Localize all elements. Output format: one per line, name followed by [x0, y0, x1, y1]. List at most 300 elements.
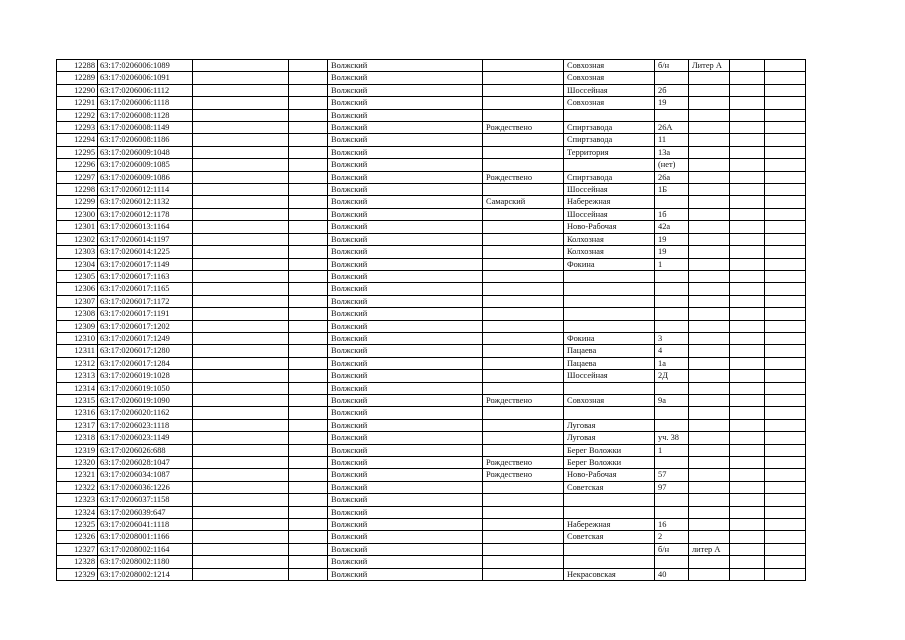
table-row	[57, 84, 806, 96]
cell-street: Набережная	[564, 196, 655, 208]
cell-district: Волжский	[328, 97, 483, 109]
cell-empty	[193, 419, 289, 431]
cell-empty	[193, 246, 289, 258]
cell-empty	[730, 184, 765, 196]
cell-cadastral-number: 63:17:0206034:1087	[98, 469, 193, 481]
cell-empty	[765, 394, 806, 406]
cell-street: Совхозная	[564, 60, 655, 72]
cell-locality: Рождествено	[483, 457, 564, 469]
cell-locality	[483, 308, 564, 320]
cell-empty	[765, 320, 806, 332]
cell-district: Волжский	[328, 122, 483, 134]
cell-record-number: 12309	[57, 320, 98, 332]
cell-empty	[289, 394, 328, 406]
cell-empty	[765, 270, 806, 282]
cell-street: Фокина	[564, 258, 655, 270]
cell-empty	[193, 109, 289, 121]
cell-district: Волжский	[328, 531, 483, 543]
cell-empty	[289, 432, 328, 444]
table-row	[57, 184, 806, 196]
cell-empty	[193, 84, 289, 96]
cell-record-number: 12325	[57, 519, 98, 531]
cell-house: 26а	[655, 171, 689, 183]
cell-empty	[193, 60, 289, 72]
cell-cadastral-number: 63:17:0208002:1164	[98, 543, 193, 555]
cell-locality: Рождествено	[483, 394, 564, 406]
cell-cadastral-number: 63:17:0206012:1178	[98, 208, 193, 220]
cell-extra	[689, 72, 730, 84]
cell-district: Волжский	[328, 258, 483, 270]
cell-extra: Литер А	[689, 60, 730, 72]
cell-street: Луговая	[564, 419, 655, 431]
cell-street: Шоссейная	[564, 184, 655, 196]
table-row	[57, 519, 806, 531]
cell-empty	[193, 97, 289, 109]
cell-empty	[193, 196, 289, 208]
cell-empty	[193, 308, 289, 320]
cell-house: 19	[655, 233, 689, 245]
cell-empty	[765, 457, 806, 469]
cell-extra	[689, 457, 730, 469]
cell-house: 97	[655, 481, 689, 493]
cell-street: Советская	[564, 531, 655, 543]
cell-cadastral-number: 63:17:0206037:1158	[98, 494, 193, 506]
cell-district: Волжский	[328, 72, 483, 84]
cell-street: Совхозная	[564, 394, 655, 406]
cell-empty	[289, 519, 328, 531]
cell-empty	[193, 146, 289, 158]
cell-empty	[289, 481, 328, 493]
cell-district: Волжский	[328, 208, 483, 220]
cell-empty	[289, 357, 328, 369]
register-table	[56, 59, 806, 581]
cell-house: 1	[655, 258, 689, 270]
cell-record-number: 12324	[57, 506, 98, 518]
cell-empty	[730, 196, 765, 208]
cell-empty	[765, 519, 806, 531]
cell-empty	[730, 531, 765, 543]
cell-extra	[689, 208, 730, 220]
cell-house: б/н	[655, 543, 689, 555]
cell-empty	[289, 97, 328, 109]
cell-empty	[730, 382, 765, 394]
cell-extra	[689, 233, 730, 245]
table-row	[57, 72, 806, 84]
cell-extra	[689, 568, 730, 580]
cell-empty	[730, 134, 765, 146]
cell-record-number: 12297	[57, 171, 98, 183]
cell-record-number: 12302	[57, 233, 98, 245]
cell-empty	[193, 208, 289, 220]
cell-house: 1Б	[655, 184, 689, 196]
cell-extra	[689, 494, 730, 506]
cell-locality	[483, 283, 564, 295]
cell-street: Спиртзавода	[564, 171, 655, 183]
cell-extra	[689, 134, 730, 146]
cell-record-number: 12320	[57, 457, 98, 469]
cell-locality	[483, 134, 564, 146]
cell-empty	[765, 382, 806, 394]
cell-record-number: 12298	[57, 184, 98, 196]
cell-cadastral-number: 63:17:0206006:1091	[98, 72, 193, 84]
cell-record-number: 12290	[57, 84, 98, 96]
cell-empty	[193, 184, 289, 196]
cell-empty	[730, 246, 765, 258]
cell-empty	[289, 246, 328, 258]
cell-cadastral-number: 63:17:0206017:1191	[98, 308, 193, 320]
cell-empty	[289, 444, 328, 456]
cell-extra	[689, 407, 730, 419]
cell-street: Ново-Рабочая	[564, 469, 655, 481]
cell-street: Берег Воложки	[564, 457, 655, 469]
cell-empty	[193, 394, 289, 406]
cell-district: Волжский	[328, 543, 483, 555]
cell-extra	[689, 394, 730, 406]
cell-cadastral-number: 63:17:0208001:1166	[98, 531, 193, 543]
cell-extra	[689, 444, 730, 456]
cell-extra	[689, 345, 730, 357]
cell-empty	[289, 122, 328, 134]
table-row	[57, 506, 806, 518]
cell-empty	[765, 60, 806, 72]
cell-empty	[193, 444, 289, 456]
cell-house: 40	[655, 568, 689, 580]
cell-street	[564, 159, 655, 171]
cell-empty	[765, 146, 806, 158]
cell-empty	[730, 357, 765, 369]
cell-street: Территория	[564, 146, 655, 158]
cell-empty	[289, 134, 328, 146]
cell-empty	[730, 270, 765, 282]
cell-house: 3	[655, 332, 689, 344]
cell-empty	[730, 556, 765, 568]
cell-district: Волжский	[328, 196, 483, 208]
cell-locality	[483, 233, 564, 245]
cell-empty	[765, 308, 806, 320]
cell-cadastral-number: 63:17:0206019:1050	[98, 382, 193, 394]
cell-empty	[289, 506, 328, 518]
cell-empty	[193, 171, 289, 183]
cell-empty	[730, 481, 765, 493]
cell-cadastral-number: 63:17:0206036:1226	[98, 481, 193, 493]
cell-street: Набережная	[564, 519, 655, 531]
cell-extra	[689, 519, 730, 531]
cell-empty	[193, 568, 289, 580]
cell-empty	[765, 159, 806, 171]
cell-district: Волжский	[328, 134, 483, 146]
table-row	[57, 382, 806, 394]
cell-empty	[289, 258, 328, 270]
table-row	[57, 444, 806, 456]
cell-empty	[730, 72, 765, 84]
cell-empty	[289, 308, 328, 320]
table-row	[57, 283, 806, 295]
cell-cadastral-number: 63:17:0206039:647	[98, 506, 193, 518]
cell-empty	[730, 146, 765, 158]
cell-record-number: 12329	[57, 568, 98, 580]
cell-locality	[483, 444, 564, 456]
cell-cadastral-number: 63:17:0206009:1086	[98, 171, 193, 183]
cell-extra	[689, 481, 730, 493]
cell-house: 9а	[655, 394, 689, 406]
cell-extra	[689, 469, 730, 481]
table-row	[57, 295, 806, 307]
cell-record-number: 12295	[57, 146, 98, 158]
cell-empty	[193, 481, 289, 493]
cell-house	[655, 506, 689, 518]
cell-district: Волжский	[328, 394, 483, 406]
table-row	[57, 221, 806, 233]
cell-empty	[289, 159, 328, 171]
cell-record-number: 12306	[57, 283, 98, 295]
cell-house: 4	[655, 345, 689, 357]
cell-empty	[289, 221, 328, 233]
table-row	[57, 146, 806, 158]
cell-cadastral-number: 63:17:0206017:1163	[98, 270, 193, 282]
cell-district: Волжский	[328, 171, 483, 183]
cell-cadastral-number: 63:17:0206017:1149	[98, 258, 193, 270]
cell-record-number: 12327	[57, 543, 98, 555]
cell-house	[655, 320, 689, 332]
cell-cadastral-number: 63:17:0206008:1186	[98, 134, 193, 146]
cell-empty	[193, 134, 289, 146]
cell-house	[655, 419, 689, 431]
table-row	[57, 97, 806, 109]
cell-record-number: 12319	[57, 444, 98, 456]
cell-extra	[689, 283, 730, 295]
cell-empty	[730, 159, 765, 171]
cell-cadastral-number: 63:17:0206028:1047	[98, 457, 193, 469]
cell-locality	[483, 320, 564, 332]
cell-extra	[689, 432, 730, 444]
cell-cadastral-number: 63:17:0208002:1180	[98, 556, 193, 568]
cell-empty	[289, 146, 328, 158]
cell-district: Волжский	[328, 332, 483, 344]
cell-house: 2	[655, 531, 689, 543]
table-row	[57, 134, 806, 146]
cell-district: Волжский	[328, 457, 483, 469]
cell-extra	[689, 122, 730, 134]
cell-locality: Самарский	[483, 196, 564, 208]
cell-empty	[193, 332, 289, 344]
cell-empty	[289, 407, 328, 419]
cell-street	[564, 407, 655, 419]
cell-locality	[483, 407, 564, 419]
cell-empty	[730, 345, 765, 357]
cell-house: 2б	[655, 84, 689, 96]
cell-empty	[765, 283, 806, 295]
cell-locality	[483, 556, 564, 568]
cell-cadastral-number: 63:17:0206017:1249	[98, 332, 193, 344]
cell-record-number: 12312	[57, 357, 98, 369]
table-row	[57, 345, 806, 357]
cell-record-number: 12304	[57, 258, 98, 270]
cell-empty	[193, 283, 289, 295]
cell-house: 11	[655, 134, 689, 146]
cell-empty	[289, 295, 328, 307]
cell-empty	[193, 457, 289, 469]
cell-street: Спиртзавода	[564, 122, 655, 134]
cell-empty	[765, 122, 806, 134]
cell-house	[655, 308, 689, 320]
cell-record-number: 12328	[57, 556, 98, 568]
cell-empty	[289, 283, 328, 295]
cell-cadastral-number: 63:17:0206013:1164	[98, 221, 193, 233]
cell-district: Волжский	[328, 469, 483, 481]
cell-empty	[289, 469, 328, 481]
table-row	[57, 308, 806, 320]
cell-locality	[483, 357, 564, 369]
cell-street	[564, 270, 655, 282]
cell-empty	[730, 494, 765, 506]
cell-locality	[483, 345, 564, 357]
cell-street: Колхозная	[564, 233, 655, 245]
cell-empty	[730, 320, 765, 332]
cell-record-number: 12289	[57, 72, 98, 84]
cell-locality	[483, 370, 564, 382]
cell-record-number: 12296	[57, 159, 98, 171]
cell-district: Волжский	[328, 184, 483, 196]
cell-extra	[689, 270, 730, 282]
cell-empty	[289, 332, 328, 344]
cell-record-number: 12323	[57, 494, 98, 506]
table-row	[57, 208, 806, 220]
cell-empty	[730, 519, 765, 531]
cell-house	[655, 556, 689, 568]
cell-house: 1а	[655, 357, 689, 369]
cell-empty	[289, 72, 328, 84]
cell-empty	[730, 419, 765, 431]
cell-district: Волжский	[328, 270, 483, 282]
cell-empty	[730, 295, 765, 307]
cell-street	[564, 308, 655, 320]
cell-empty	[289, 196, 328, 208]
cell-cadastral-number: 63:17:0206012:1132	[98, 196, 193, 208]
cell-locality	[483, 506, 564, 518]
cell-record-number: 12308	[57, 308, 98, 320]
cell-house	[655, 196, 689, 208]
cell-record-number: 12303	[57, 246, 98, 258]
cell-street: Шоссейная	[564, 84, 655, 96]
cell-empty	[730, 97, 765, 109]
cell-record-number: 12288	[57, 60, 98, 72]
cell-street	[564, 556, 655, 568]
cell-cadastral-number: 63:17:0206023:1149	[98, 432, 193, 444]
cell-street: Берег Воложки	[564, 444, 655, 456]
cell-locality: Рождествено	[483, 469, 564, 481]
cell-empty	[765, 196, 806, 208]
cell-empty	[730, 407, 765, 419]
cell-locality	[483, 531, 564, 543]
table-row	[57, 457, 806, 469]
cell-street: Совхозная	[564, 72, 655, 84]
cell-empty	[193, 506, 289, 518]
cell-empty	[289, 494, 328, 506]
cell-empty	[289, 382, 328, 394]
cell-empty	[193, 258, 289, 270]
cell-cadastral-number: 63:17:0206006:1089	[98, 60, 193, 72]
cell-empty	[730, 457, 765, 469]
cell-house: 19	[655, 97, 689, 109]
cell-locality	[483, 568, 564, 580]
cell-empty	[730, 308, 765, 320]
cell-extra	[689, 419, 730, 431]
cell-empty	[730, 444, 765, 456]
cell-empty	[765, 556, 806, 568]
cell-district: Волжский	[328, 407, 483, 419]
register-body	[57, 60, 806, 581]
cell-extra	[689, 146, 730, 158]
cell-empty	[730, 332, 765, 344]
cell-empty	[730, 370, 765, 382]
cell-district: Волжский	[328, 494, 483, 506]
cell-district: Волжский	[328, 146, 483, 158]
cell-district: Волжский	[328, 506, 483, 518]
cell-record-number: 12318	[57, 432, 98, 444]
cell-house: 1б	[655, 208, 689, 220]
cell-cadastral-number: 63:17:0206017:1280	[98, 345, 193, 357]
cell-empty	[765, 543, 806, 555]
cell-cadastral-number: 63:17:0206006:1118	[98, 97, 193, 109]
cell-empty	[289, 270, 328, 282]
cell-locality	[483, 270, 564, 282]
cell-empty	[289, 184, 328, 196]
cell-locality	[483, 419, 564, 431]
cell-district: Волжский	[328, 357, 483, 369]
cell-empty	[193, 370, 289, 382]
cell-street	[564, 283, 655, 295]
cell-house	[655, 72, 689, 84]
cell-extra	[689, 246, 730, 258]
cell-empty	[193, 556, 289, 568]
cell-empty	[289, 60, 328, 72]
cell-cadastral-number: 63:17:0206023:1118	[98, 419, 193, 431]
cell-district: Волжский	[328, 60, 483, 72]
cell-street: Фокина	[564, 332, 655, 344]
cell-empty	[289, 208, 328, 220]
cell-empty	[289, 556, 328, 568]
cell-extra	[689, 171, 730, 183]
table-row	[57, 568, 806, 580]
cell-empty	[193, 494, 289, 506]
cell-house: б/н	[655, 60, 689, 72]
cell-empty	[730, 568, 765, 580]
cell-empty	[289, 84, 328, 96]
cell-empty	[765, 370, 806, 382]
cell-empty	[289, 171, 328, 183]
cell-empty	[765, 419, 806, 431]
table-row	[57, 122, 806, 134]
cell-cadastral-number: 63:17:0206017:1172	[98, 295, 193, 307]
cell-empty	[289, 233, 328, 245]
cell-empty	[730, 506, 765, 518]
cell-empty	[765, 109, 806, 121]
cell-empty	[765, 407, 806, 419]
table-row	[57, 407, 806, 419]
table-row	[57, 494, 806, 506]
cell-locality	[483, 109, 564, 121]
cell-cadastral-number: 63:17:0206019:1028	[98, 370, 193, 382]
cell-record-number: 12313	[57, 370, 98, 382]
cell-cadastral-number: 63:17:0206006:1112	[98, 84, 193, 96]
cell-empty	[193, 270, 289, 282]
table-row	[57, 196, 806, 208]
cell-extra	[689, 84, 730, 96]
cell-extra: литер А	[689, 543, 730, 555]
cell-record-number: 12310	[57, 332, 98, 344]
cell-empty	[289, 568, 328, 580]
cell-street: Шоссейная	[564, 208, 655, 220]
